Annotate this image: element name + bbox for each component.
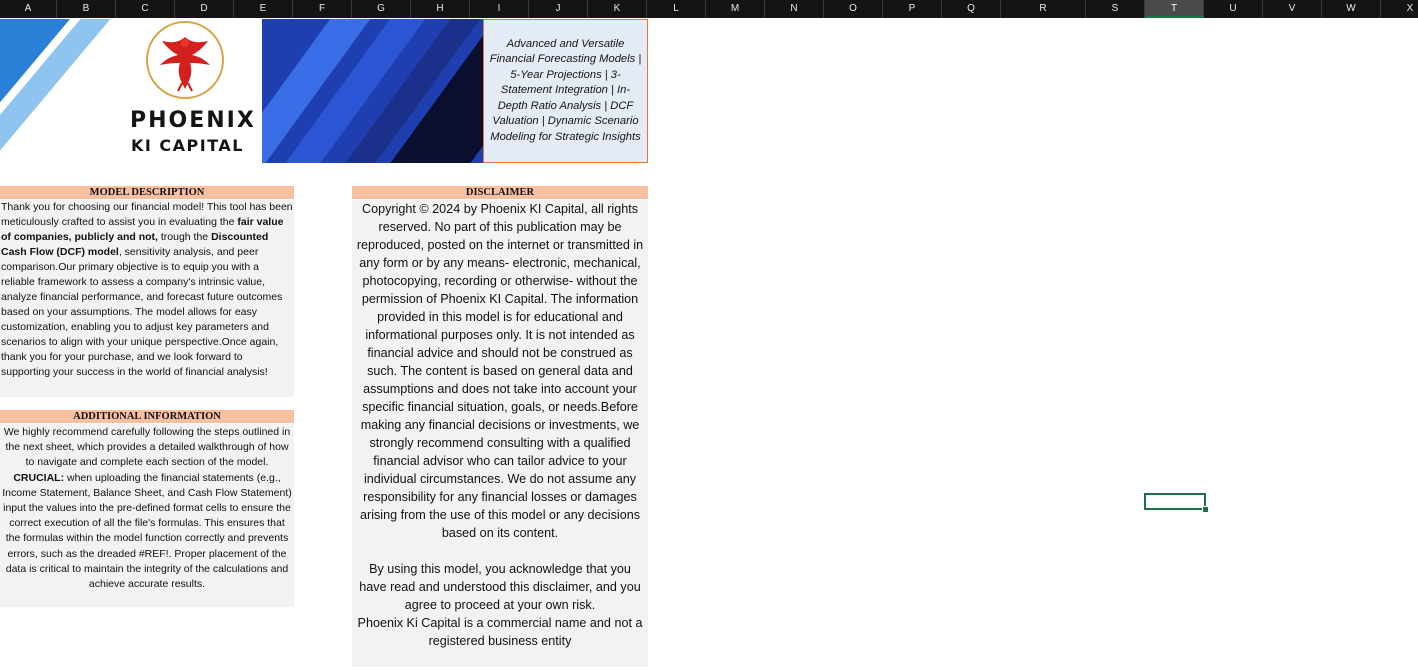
disclaimer-paragraph: By using this model, you acknowledge that you have read and understood this disclaimer, and you agree to proceed at your own risk. <box>359 562 641 612</box>
column-header-r[interactable]: R <box>1001 0 1086 18</box>
fill-handle[interactable] <box>1202 506 1209 513</box>
column-header-t[interactable]: T <box>1145 0 1204 18</box>
model-description-cell[interactable] <box>0 200 294 397</box>
column-header-g[interactable]: G <box>352 0 411 18</box>
brand-logo <box>130 19 256 163</box>
banner-blue-graphic <box>262 19 483 163</box>
description-bold-text: Discounted Cash Flow (DCF) model <box>1 231 269 258</box>
column-header-l[interactable]: L <box>647 0 706 18</box>
additional-information-cell[interactable] <box>0 424 294 607</box>
column-header-h[interactable]: H <box>411 0 470 18</box>
description-text: , sensitivity analysis, and peer comparison.Our primary objective is to equip you with a reliable framework to assess a company's intrinsic value, analyze financial performance, and forecast future outcomes based on your assumptions. The model allows for easy customization, enabling you to adjust key parameters and scenarios to align with your unique perspective.Once again, thank you for your purchase, and we look forward to supporting your success in the world of financial analysis! <box>1 246 283 378</box>
column-header-m[interactable]: M <box>706 0 765 18</box>
column-header-n[interactable]: N <box>765 0 824 18</box>
column-header-v[interactable]: V <box>1263 0 1322 18</box>
model-description-heading[interactable]: MODEL DESCRIPTION <box>0 186 294 199</box>
column-header-o[interactable]: O <box>824 0 883 18</box>
brand-subname: KI CAPITAL <box>131 136 244 155</box>
column-header-c[interactable]: C <box>116 0 175 18</box>
description-text: trough the <box>157 231 212 243</box>
column-header-f[interactable]: F <box>293 0 352 18</box>
additional-information-heading[interactable]: ADDITIONAL INFORMATION <box>0 410 294 423</box>
description-text: Thank you for choosing our financial model! This tool has been meticulously crafted to assist you in evaluating the <box>1 201 293 228</box>
column-header-i[interactable]: I <box>470 0 529 18</box>
column-header-p[interactable]: P <box>883 0 942 18</box>
banner-image <box>0 19 483 163</box>
tagline-text: Advanced and Versatile Financial Forecasting Models | 5-Year Projections | 3-Statement Integration | In-Depth Ratio Analysis | DCF Valuation | Dynamic Scenario Modeling for Strategic Insights <box>489 37 642 143</box>
column-header-b[interactable]: B <box>57 0 116 18</box>
disclaimer-cell[interactable] <box>352 200 648 667</box>
column-header-j[interactable]: J <box>529 0 588 18</box>
column-header-d[interactable]: D <box>175 0 234 18</box>
disclaimer-heading[interactable]: DISCLAIMER <box>352 186 648 199</box>
column-header-s[interactable]: S <box>1086 0 1145 18</box>
column-header-bar <box>0 0 1418 18</box>
disclaimer-paragraph: Phoenix Ki Capital is a commercial name and not a registered business entity <box>357 616 643 648</box>
column-header-w[interactable]: W <box>1322 0 1381 18</box>
description-bold-text: fair value of companies, publicly and not, <box>1 216 284 243</box>
column-header-a[interactable]: A <box>0 0 57 18</box>
info-text: when uploading the financial statements (e.g., Income Statement, Balance Sheet, and Cash Flow Statement) input the values into the pre-defined format cells to ensure the correct execution of all the file's formulas. This ensures that the formulas within the model function correctly and prevents errors, such as the dreaded #REF!. Proper placement of the data is critical to maintain the integrity of the calculations and achieve accurate results. <box>2 471 292 591</box>
column-header-u[interactable]: U <box>1204 0 1263 18</box>
column-header-e[interactable]: E <box>234 0 293 18</box>
disclaimer-paragraph: Copyright © 2024 by Phoenix KI Capital, all rights reserved. No part of this publication may be reproduced, posted on the internet or transmitted in any form or by any means- electronic, mechanical, photocopying, recording or otherwise- without the permission of Phoenix KI Capital. The information provided in this model is for educational and informational purposes only. It is not intended as financial advice and should not be construed as such. The content is based on general data and assumptions and does not take into account your specific financial situation, goals, or needs.Before making any financial decisions or investments, we strongly recommend consulting with a qualified financial advisor who can tailor advice to your individual circumstances. We do not assume any responsibility for any financial losses or damages arising from the use of this model or any decisions based on its content. <box>356 202 644 540</box>
column-header-x[interactable]: X <box>1381 0 1418 18</box>
info-bold-text: CRUCIAL: <box>13 471 65 484</box>
brand-name: PHOENIX <box>130 108 256 133</box>
selected-cell[interactable] <box>1144 493 1206 510</box>
column-header-k[interactable]: K <box>588 0 647 18</box>
phoenix-logo-icon <box>146 21 224 99</box>
tagline-cell[interactable] <box>483 19 648 163</box>
info-text: We highly recommend carefully following the steps outlined in the next sheet, which provides a detailed walkthrough of how to navigate and complete each section of the model. <box>3 426 291 469</box>
column-header-q[interactable]: Q <box>942 0 1001 18</box>
